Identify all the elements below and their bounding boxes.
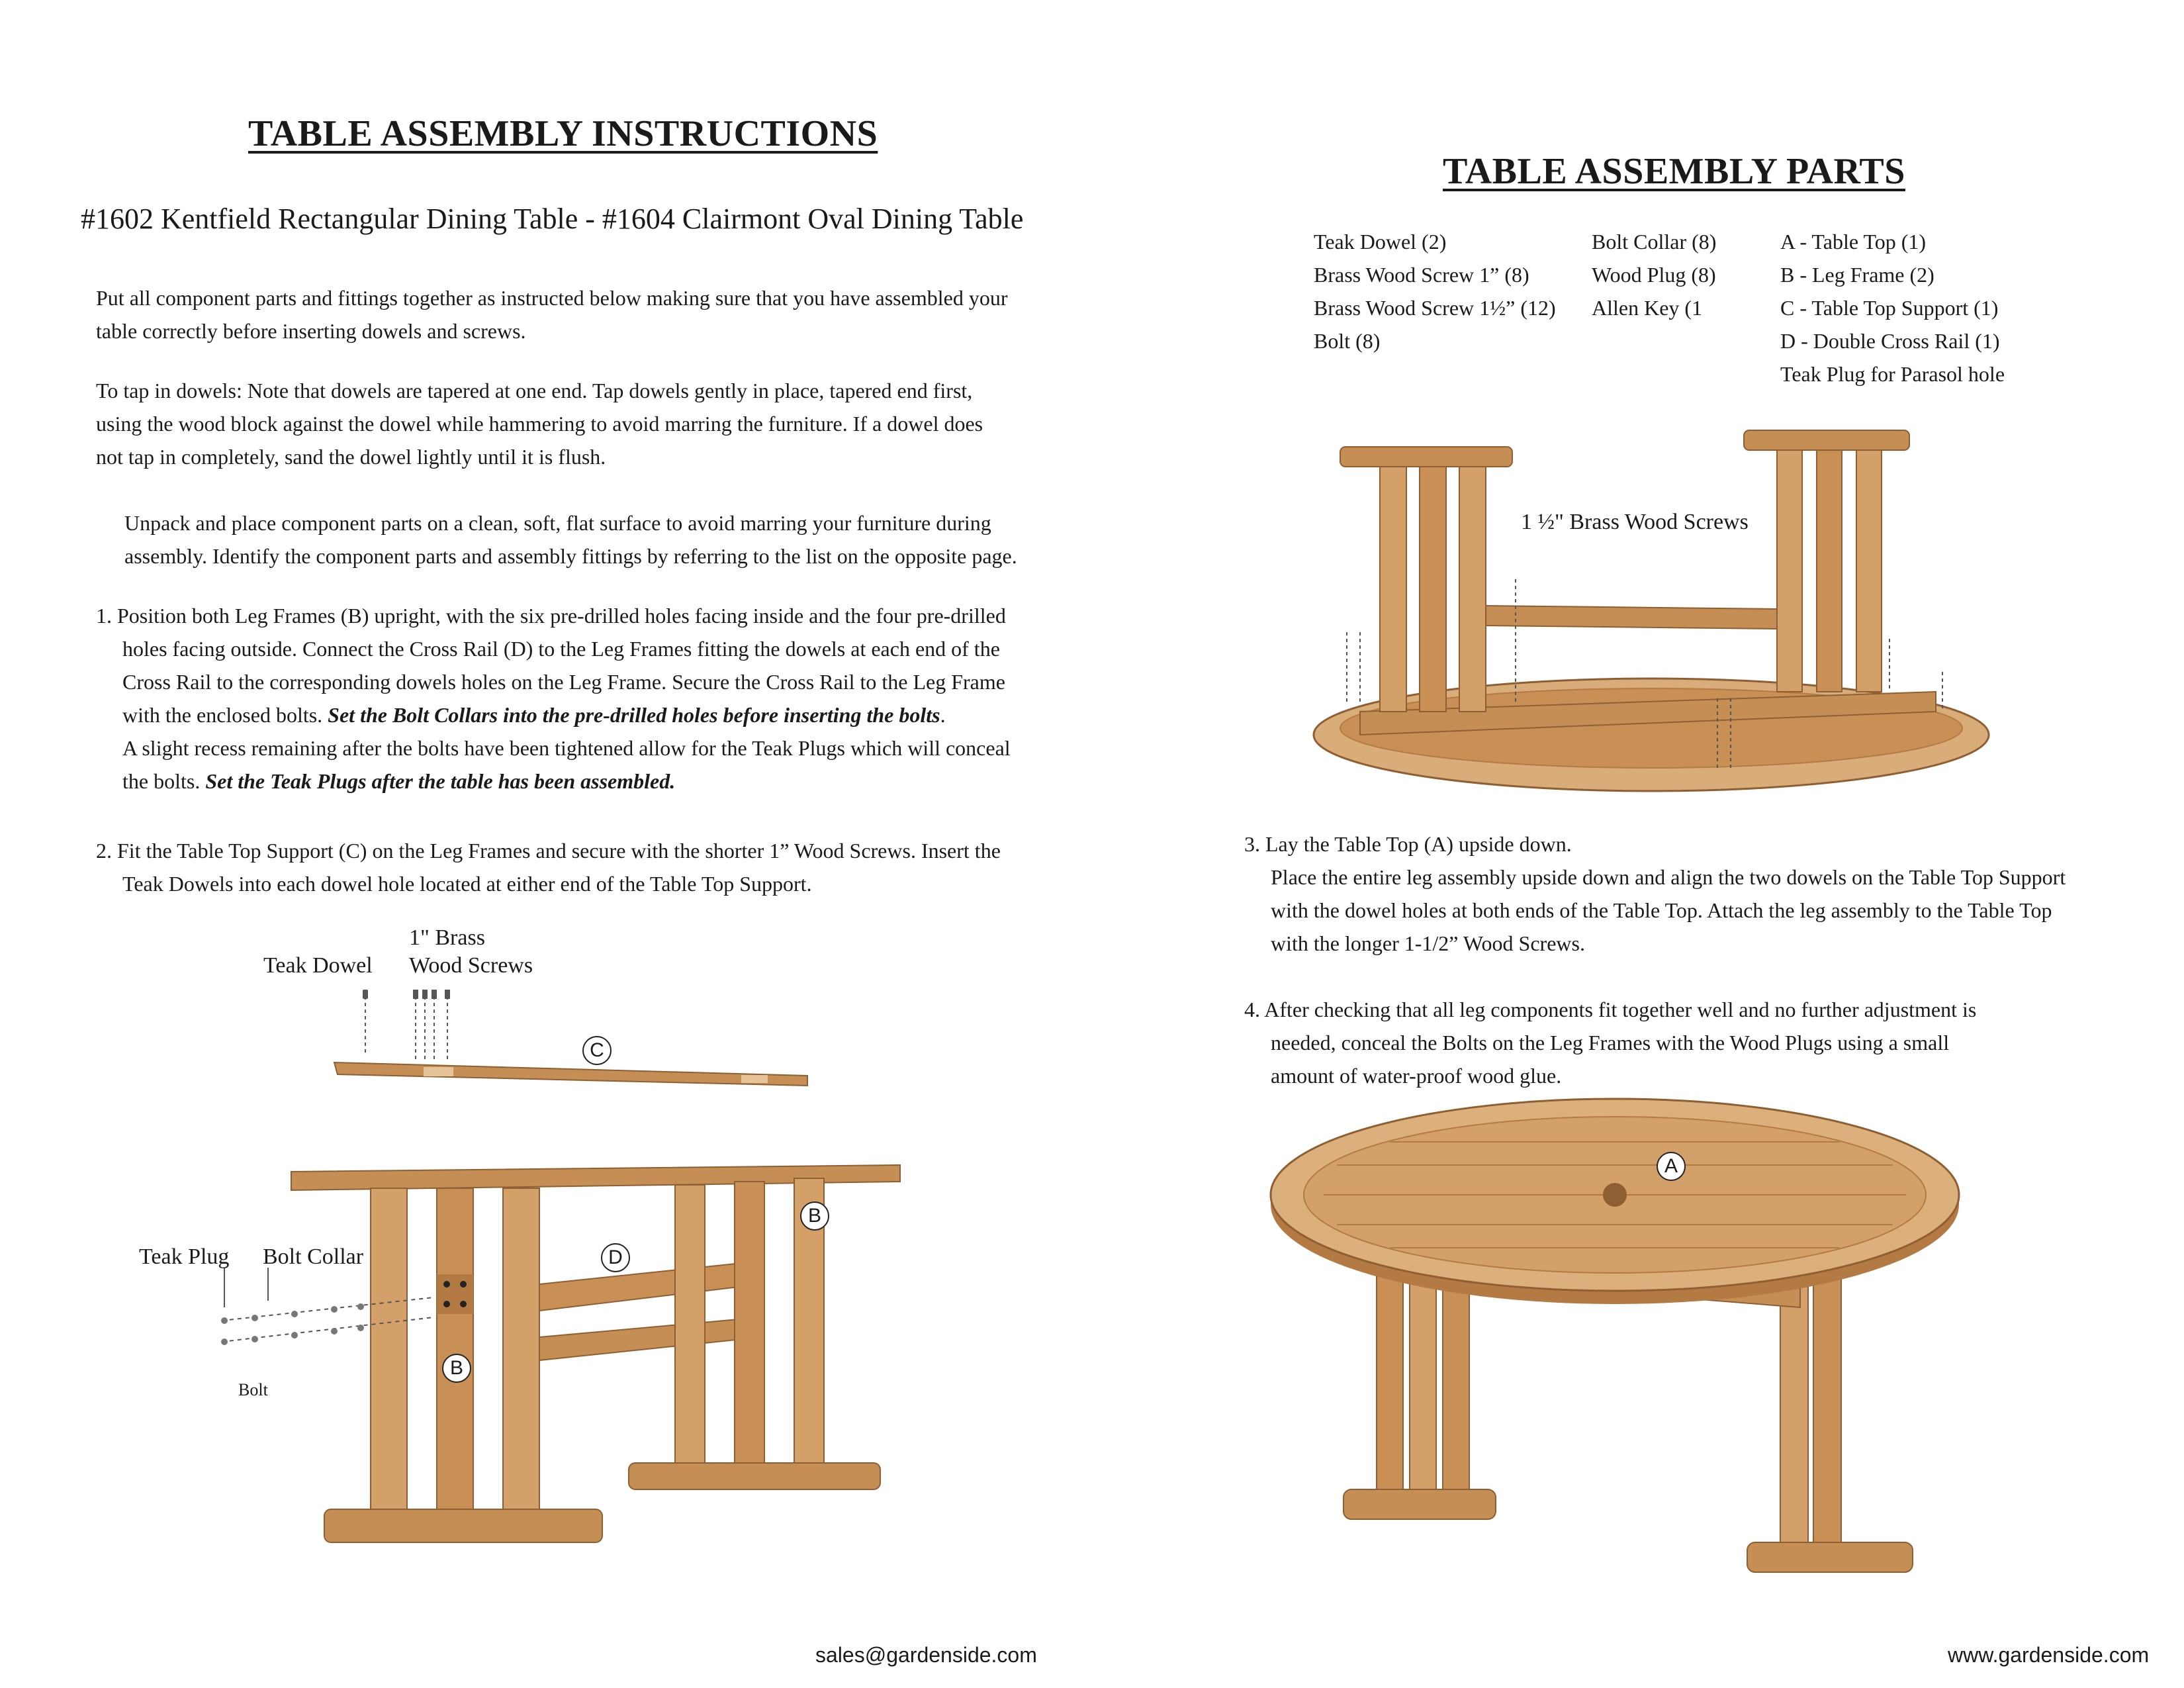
label-brass-screws-line1: 1" Brass [409, 925, 485, 950]
label-teak-plug: Teak Plug [139, 1244, 230, 1269]
step-4 [1244, 993, 2171, 1092]
text-span: the bolts. [122, 769, 206, 793]
part-item: Brass Wood Screw 1½” (12) [1314, 296, 1556, 320]
text-line: 3. Lay the Table Top (A) upside down. [1244, 832, 1572, 856]
text-line: Unpack and place component parts on a clean, soft, flat surface to avoid marring your furniture during [124, 511, 991, 535]
left-page-title: TABLE ASSEMBLY INSTRUCTIONS [248, 113, 878, 154]
dowel-arrows [365, 996, 447, 1059]
text-line: Cross Rail to the corresponding dowels holes on the Leg Frame. Secure the Cross Rail to the Leg Frame [122, 670, 1005, 694]
right-page-title: TABLE ASSEMBLY PARTS [1443, 151, 1905, 192]
text-line: Place the entire leg assembly upside down and align the two dowels on the Table Top Support [1271, 865, 2066, 889]
text-line: 2. Fit the Table Top Support (C) on the Leg Frames and secure with the shorter 1” Wood Screws. Insert the [96, 839, 1001, 863]
part-letter-b-front: B [442, 1354, 471, 1383]
text-line: To tap in dowels: Note that dowels are tapered at one end. Tap dowels gently in place, tapered end first, [96, 379, 973, 402]
footer-website: www.gardenside.com [1948, 1643, 2150, 1667]
part-item: D - Double Cross Rail (1) [1780, 329, 2000, 353]
part-item: C - Table Top Support (1) [1780, 296, 1999, 320]
footer-email: sales@gardenside.com [815, 1643, 1037, 1667]
part-letter-a: A [1657, 1152, 1686, 1181]
text-line: 4. After checking that all leg components fit together well and no further adjustment is [1244, 998, 1977, 1021]
bolt-fittings-illustration [215, 1268, 440, 1347]
label-brass-wood-screws: 1 ½" Brass Wood Screws [1521, 510, 1749, 534]
text-line: assembly. Identify the component parts and assembly fittings by referring to the list on the opposite page. [124, 544, 1017, 568]
part-letter-b-back: B [800, 1201, 829, 1231]
text-span: with the enclosed bolts. [122, 703, 328, 727]
part-item: Teak Plug for Parasol hole [1780, 362, 2005, 386]
part-item: A - Table Top (1) [1780, 230, 1927, 254]
text-line: using the wood block against the dowel while hammering to avoid marring the furniture. If a dowel does [96, 412, 983, 436]
step-2 [96, 834, 1075, 900]
part-item: Wood Plug (8) [1592, 263, 1716, 287]
table-top-support-illustration [318, 990, 847, 1096]
parts-column-2 [1592, 225, 1716, 324]
step-3 [1244, 827, 2171, 960]
text-line: needed, conceal the Bolts on the Leg Frames with the Wood Plugs using a small [1271, 1031, 1950, 1055]
intro-paragraph-3 [124, 506, 1084, 573]
text-line: Teak Dowels into each dowel hole located at either end of the Table Top Support. [122, 872, 812, 896]
part-item: B - Leg Frame (2) [1780, 263, 1934, 287]
part-item: Bolt Collar (8) [1592, 230, 1717, 254]
label-bolt-collar: Bolt Collar [263, 1244, 364, 1269]
text-line: amount of water-proof wood glue. [1271, 1064, 1562, 1088]
step-1 [96, 599, 1075, 798]
part-item: Bolt (8) [1314, 329, 1381, 353]
label-bolt: Bolt [238, 1380, 268, 1399]
text-line [96, 765, 1075, 798]
label-brass-screws-line2: Wood Screws [409, 953, 533, 978]
parts-column-3 [1780, 225, 2005, 391]
text-line: A slight recess remaining after the bolts have been tightened allow for the Teak Plugs which will conceal [122, 736, 1011, 760]
text-line: with the longer 1-1/2” Wood Screws. [1271, 931, 1585, 955]
parts-column-1 [1314, 225, 1556, 357]
label-teak-dowel: Teak Dowel [263, 953, 373, 978]
part-item: Teak Dowel (2) [1314, 230, 1447, 254]
text-line [96, 698, 1075, 731]
part-item: Allen Key (1 [1592, 296, 1703, 320]
text-span: . [940, 703, 946, 727]
text-line: Put all component parts and fittings together as instructed below making sure that you have assembled your [96, 286, 1008, 310]
part-letter-d: D [601, 1243, 630, 1272]
text-line: holes facing outside. Connect the Cross Rail (D) to the Leg Frames fitting the dowels at each end of the [122, 637, 1000, 661]
text-line: table correctly before inserting dowels and screws. [96, 319, 526, 343]
text-line: with the dowel holes at both ends of the Table Top. Attach the leg assembly to the Table Top [1271, 898, 2052, 922]
text-line: not tap in completely, sand the dowel lightly until it is flush. [96, 445, 606, 469]
product-subtitle: #1602 Kentfield Rectangular Dining Table - #1604 Clairmont Oval Dining Table [81, 203, 1024, 235]
part-letter-c: C [582, 1036, 612, 1065]
emphasis-bolt-collars: Set the Bolt Collars into the pre-drilled holes before inserting the bolts [328, 703, 940, 727]
text-line: 1. Position both Leg Frames (B) upright, with the six pre-drilled holes facing inside and the four pre-drilled [96, 604, 1006, 628]
intro-paragraph-1 [96, 281, 1056, 348]
part-item: Brass Wood Screw 1” (8) [1314, 263, 1529, 287]
upside-down-table-illustration [1307, 427, 1989, 798]
assembled-oval-table-illustration [1257, 1119, 1985, 1595]
emphasis-teak-plugs: Set the Teak Plugs after the table has been assembled. [205, 769, 676, 793]
intro-paragraph-2 [96, 374, 1056, 473]
